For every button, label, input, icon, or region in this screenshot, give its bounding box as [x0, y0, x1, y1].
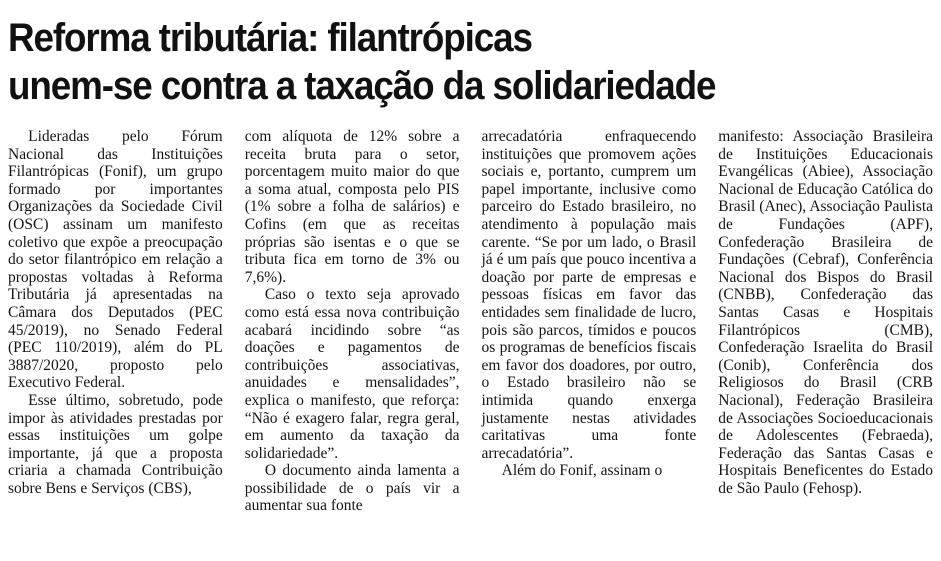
text-column-4 — [718, 128, 933, 561]
article-headline — [8, 14, 859, 110]
headline-line-1: Reforma tributária: filantrópicas — [8, 16, 532, 60]
paragraph: manifesto: Associação Brasileira de Instituições Educacionais Evangélicas (Abiee), Associação Nacional de Educação Católica do Brasil (Anec), Associação Paulista de Fundações (APF), Confederação Brasileira de Fundações (Cebraf), Conferência Nacional dos Bispos do Brasil (CNBB), Confederação das Santas Casas e Hospitais Filantrópicos (CMB), Confederação Israelita do Brasil (Conib), Conferência dos Religiosos do Brasil (CRB Nacional), Federação Brasileira de Associações Socioeducacionais de Adolescentes (Febraeda), Federação das Santas Casas e Hospitais Beneficentes do Estado de São Paulo (Fehosp). — [718, 128, 933, 497]
paragraph: Esse último, sobretudo, pode impor às atividades prestadas por essas instituições um golpe importante, já que a proposta criaria a chamada Contribuição sobre Bens e Serviços (CBS), — [8, 391, 223, 497]
paragraph: Caso o texto seja aprovado como está essa nova contribuição acabará incidindo sobre “as doações e pagamentos de contribuições associativas, anuidades e mensalidades”, explica o manifesto, que reforça: “Não é exagero falar, regra geral, em aumento da taxação da solidariedade”. — [244, 286, 460, 462]
text-column-3 — [482, 128, 697, 561]
text-column-1 — [8, 128, 223, 561]
paragraph: Lideradas pelo Fórum Nacional das Instituições Filantrópicas (Fonif), um grupo formado por importantes Organizações da Sociedade Civil (OSC) assinam um manifesto coletivo que expõe a preocupação do setor filantrópico em relação a propostas voltadas à Reforma Tributária já apresentadas na Câmara dos Deputados (PEC 45/2019), no Senado Federal (PEC 110/2019), além do PL 3887/2020, proposto pelo Executivo Federal. — [8, 128, 223, 392]
text-column-2 — [245, 128, 460, 561]
paragraph: O documento ainda lamenta a possibilidade de o país vir a aumentar sua fonte — [244, 462, 460, 515]
paragraph: arrecadatória enfraquecendo instituições que promovem ações sociais e, portanto, cumprem um papel importante, inclusive como parceiro do Estado brasileiro, no atendimento à população mais carente. “Se por um lado, o Brasil já é um país que pouco incentiva a doação por parte de empresas e pessoas físicas em favor das entidades sem finalidade de lucro, pois são parcos, tímidos e poucos os programas de benefícios fiscais em favor dos doadores, por outro, o Estado brasileiro não se intimida quando enxerga justamente nestas atividades caritativas uma fonte arrecadatória”. — [481, 128, 697, 462]
paragraph: Além do Fonif, assinam o — [501, 462, 663, 480]
article-body — [8, 128, 933, 561]
paragraph: com alíquota de 12% sobre a receita bruta para o setor, porcentagem muito maior do que a soma atual, composta pelo PIS (1% sobre a folha de salários) e Cofins (em que as receitas próprias são isentas e o que se tributa fica em torno de 3% ou 7,6%). — [244, 128, 460, 286]
headline-line-2: unem-se contra a taxação da solidariedade — [8, 64, 716, 108]
